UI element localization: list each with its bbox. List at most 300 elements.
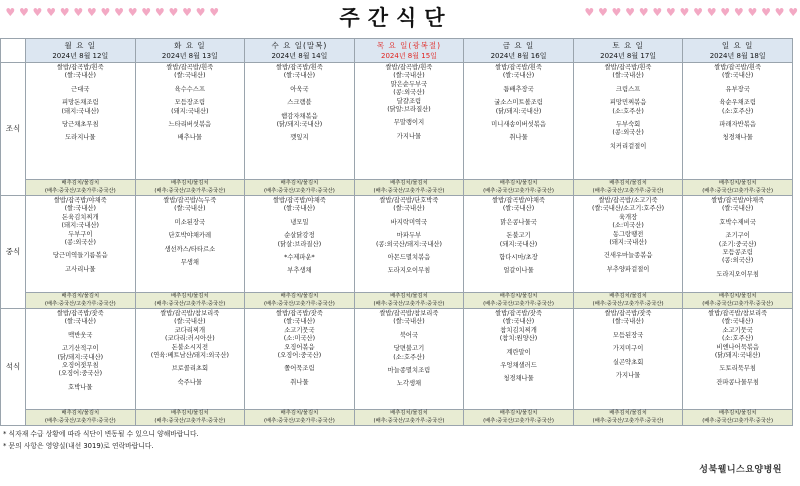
menu-item: 도라지오이무침: [716, 270, 759, 278]
menu-item: 부추생채: [287, 267, 312, 275]
day-date: 2024년 8월 14일: [271, 51, 328, 60]
menu-item: 도라지오이무침: [387, 267, 431, 275]
menu-item: 굴소스미트볼조림: [494, 99, 543, 107]
day-name: 수 요 일(말복): [271, 40, 328, 50]
menu-item: 피망돈채조림: [62, 99, 99, 107]
kimchi-origin: (배추:중국산/고춧가루:중국산): [154, 300, 226, 307]
kimchi-origin: (배추:중국산/고춧가루:중국산): [702, 187, 774, 194]
menu-item: (연육:베트남산/돼지:외국산): [150, 352, 229, 360]
menu-item: (쌀:국내산): [393, 72, 425, 80]
menu-item: 쌀밥/잡곡밥/야채죽: [711, 197, 765, 204]
menu-item: 숙주나물: [177, 378, 203, 386]
kimchi-name: 배추김치/물김치: [499, 410, 538, 416]
menu-item: 근대국: [71, 85, 90, 93]
menu-item: 맥반웃국: [68, 331, 93, 339]
menu-item: 참치김치찌개: [500, 326, 537, 334]
day-header: [354, 39, 464, 63]
day-date: 2024년 8월 18일: [709, 51, 766, 60]
menu-item: 청경채나물: [722, 134, 753, 142]
heart-icon: ♥: [168, 6, 179, 19]
heart-icon: ♥: [182, 6, 192, 19]
heart-icon: ♥: [209, 6, 220, 19]
meal-label: 석식: [1, 309, 26, 426]
menu-item: 달걀조림: [396, 97, 422, 105]
menu-item: 비엔나어묵볶음: [716, 343, 759, 351]
heart-icon: ♥: [665, 6, 676, 19]
menu-item: (쌀:국내산): [393, 318, 425, 326]
menu-item: (돼지:국내산): [171, 107, 209, 115]
kimchi-origin: (배추:중국산/고춧가루:중국산): [592, 300, 664, 307]
menu-cell: [464, 309, 574, 410]
menu-item: 당면불고기: [393, 345, 425, 353]
menu-item: 깻잎지: [290, 134, 309, 142]
day-name: 금 요 일: [502, 40, 535, 50]
menu-item: (쌀:국내산): [721, 205, 754, 213]
menu-item: (소:미국산): [283, 335, 316, 343]
header: [0, 0, 799, 38]
heart-icon: ♥: [638, 6, 649, 19]
kimchi-row: [1, 410, 793, 426]
note-contact: * 문의 사항은 영양실(내선 3019)로 연락바랍니다.: [3, 442, 154, 450]
menu-item: 미니새송이버섯볶음: [491, 121, 546, 129]
menu-item: 맑은순두부국: [390, 80, 428, 88]
meal-row: [1, 63, 793, 180]
kimchi-origin: (배추:중국산/고춧가루:중국산): [373, 417, 445, 424]
menu-item: 모듬된장국: [612, 331, 644, 339]
heart-icon: ♥: [195, 6, 206, 19]
menu-item: (쌀:국내산): [283, 318, 316, 326]
kimchi-origin: (배추:중국산/고춧가루:중국산): [44, 300, 116, 307]
menu-item: (돼지:국내산): [61, 107, 99, 115]
kimchi-cell: [354, 410, 464, 426]
day-date: 2024년 8월 13일: [161, 51, 218, 60]
menu-item: (참치:원양산): [499, 335, 538, 343]
menu-item: 도라지나물: [65, 134, 96, 142]
kimchi-name: 배추김치/물김치: [61, 410, 100, 416]
kimchi-origin: (배추:중국산/고춧가루:중국산): [44, 187, 116, 194]
menu-item: (코다리:러시아산): [165, 335, 215, 343]
kimchi-cell: [354, 293, 464, 309]
heart-icon: ♥: [788, 6, 799, 19]
heart-icon: ♥: [774, 6, 785, 19]
kimchi-name: 배추김치/물김치: [171, 410, 209, 416]
heart-icon: ♥: [59, 6, 70, 19]
kimchi-origin: (배추:중국산/고춧가루:중국산): [263, 300, 335, 307]
menu-item: (쌀:국내산): [721, 318, 754, 326]
menu-item: 함다시마/초장: [499, 254, 538, 262]
menu-item: 취나물: [290, 378, 309, 386]
menu-item: 돈육김치찌개: [62, 213, 99, 221]
kimchi-name: 배추김치/물김치: [390, 410, 428, 416]
menu-item: (돼지:국내산): [499, 240, 538, 248]
kimchi-origin: (배추:중국산/고춧가루:중국산): [702, 300, 774, 307]
heart-icon: ♥: [127, 6, 138, 19]
heart-icon: ♥: [747, 6, 758, 19]
menu-item: (쌀:국내산): [502, 72, 535, 80]
menu-item: (쌀:국내산): [174, 205, 206, 213]
menu-item: 쌀밥/잡곡밥/소고기죽: [598, 197, 658, 204]
heart-icon: ♥: [679, 6, 690, 19]
menu-cell: [683, 196, 793, 293]
menu-item: (쌀:국내산): [721, 72, 754, 80]
menu-cell: [26, 196, 136, 293]
menu-item: 잔파콩나물무침: [716, 378, 759, 386]
menu-item: 육수수스프: [174, 85, 206, 93]
menu-item: (소:호주산): [612, 107, 644, 115]
kimchi-origin: (배추:중국산/고춧가루:중국산): [154, 187, 226, 194]
menu-item: (오징어:중국산): [58, 370, 103, 378]
menu-item: 쌀밥/잡곡밥/흰죽: [166, 64, 214, 71]
menu-item: (쌀:국내산): [502, 318, 535, 326]
heart-icon: ♥: [86, 6, 97, 19]
kimchi-cell: [573, 180, 683, 196]
menu-item: 무생채: [180, 259, 199, 267]
kimchi-origin: (배추:중국산/고춧가루:중국산): [483, 187, 554, 194]
menu-item: 맑은콩나물국: [500, 218, 537, 226]
menu-item: 조기구이: [725, 232, 750, 240]
notes: [3, 428, 199, 452]
kimchi-name: 배추김치/물김치: [171, 180, 209, 186]
menu-item: 바지락미역국: [390, 218, 428, 226]
menu-item: (조기:중국산): [718, 240, 757, 248]
menu-item: 무말랭이지: [393, 119, 425, 127]
menu-item: 두부구이: [68, 230, 93, 238]
menu-cell: [354, 63, 464, 180]
menu-cell: [26, 309, 136, 410]
menu-item: 치커리겉절이: [609, 142, 647, 150]
kimchi-origin: (배추:중국산/고춧가루:중국산): [263, 417, 335, 424]
menu-item: 모듬콩조림: [722, 249, 753, 257]
menu-item: 유부장국: [725, 85, 750, 93]
menu-item: 계란말이: [506, 348, 531, 356]
menu-item: 냉모밀: [290, 218, 309, 226]
meal-row: [1, 196, 793, 293]
menu-item: 마파두부: [396, 232, 422, 240]
kimchi-cell: [683, 180, 793, 196]
menu-item: 얼갈이나물: [503, 267, 534, 275]
menu-item: (콩:외국산): [612, 129, 644, 137]
kimchi-name: 배추김치/물김치: [61, 293, 100, 299]
menu-item: 쌀밥/잡곡밥/참보리죽: [708, 310, 768, 317]
menu-item: 쌀밥/잡곡밥/잣죽: [495, 310, 542, 317]
menu-item: 쌀밥/잡곡밥/잣죽: [275, 310, 323, 317]
menu-item: (콩:외국산): [393, 89, 425, 97]
menu-item: 생선까스/타타르소: [164, 245, 216, 253]
kimchi-name: 배추김치/물김치: [280, 410, 319, 416]
heart-icon: ♥: [18, 6, 29, 19]
menu-item: 쌀밥/잡곡밥/야채죽: [492, 197, 545, 204]
kimchi-name: 배추김치/물김치: [390, 293, 428, 299]
menu-item: 쌀밥/잡곡밥/야채죽: [272, 197, 326, 204]
menu-item: 쫄어묵조림: [284, 365, 315, 373]
meal-row: [1, 309, 793, 410]
menu-item: 단호박야채카레: [168, 232, 212, 240]
menu-item: 쌀밥/잡곡밥/단호박죽: [379, 197, 439, 204]
menu-item: 호박수제비국: [719, 218, 756, 226]
menu-item: 육순우채조림: [719, 99, 756, 107]
day-header: [26, 39, 136, 63]
menu-item: 호박나물: [68, 383, 93, 391]
heart-icon: ♥: [706, 6, 717, 19]
kimchi-name: 배추김치/물김치: [609, 180, 647, 186]
menu-item: (소:미국산): [612, 222, 644, 230]
menu-cell: [245, 196, 355, 293]
menu-item: 소고기뭇국: [284, 326, 315, 334]
menu-item: 배추나물: [177, 134, 203, 142]
menu-item: 북어국: [399, 331, 419, 339]
kimchi-cell: [245, 180, 355, 196]
menu-item: (콩:외국산/돼지:국내산): [375, 240, 442, 248]
menu-item: 노각생채: [396, 380, 422, 388]
menu-item: 쌀밥/잡곡밥/흰죽: [714, 64, 762, 71]
menu-item: 쌀밥/잡곡밥/잣죽: [56, 310, 104, 317]
menu-item: (닭알:브라질산): [387, 106, 431, 114]
heart-icon: ♥: [46, 6, 57, 19]
kimchi-cell: [135, 293, 245, 309]
day-date: 2024년 8월 15일: [381, 51, 437, 60]
menu-cell: [354, 309, 464, 410]
menu-item: (쌀:국내산): [174, 318, 206, 326]
heart-icon: ♥: [693, 6, 703, 19]
menu-item: (쌀:국내산): [612, 318, 644, 326]
menu-item: *수제파운*: [284, 254, 315, 262]
menu-cell: [683, 63, 793, 180]
kimchi-origin: (배추:중국산/고춧가루:중국산): [483, 417, 554, 424]
menu-item: (쌀:국내산): [283, 72, 316, 80]
menu-cell: [464, 196, 574, 293]
day-header: [683, 39, 793, 63]
kimchi-name: 배추김치/물김치: [280, 180, 319, 186]
menu-item: 육개장: [618, 213, 638, 221]
menu-item: (돼지:국내산): [609, 239, 647, 247]
heart-icon: ♥: [761, 6, 771, 19]
day-header-row: [1, 39, 793, 63]
heart-icon: ♥: [100, 6, 111, 19]
kimchi-name: 배추김치/물김치: [718, 180, 757, 186]
heart-icon: ♥: [5, 6, 16, 19]
menu-item: 오징어젓무침: [62, 362, 99, 370]
menu-item: 건새우마늘종볶음: [603, 252, 653, 260]
menu-item: 쌀밥/잡곡밥/야채죽: [53, 197, 107, 204]
kimchi-name: 배추김치/물김치: [718, 293, 757, 299]
kimchi-origin: (배추:중국산/고춧가루:중국산): [44, 417, 116, 424]
heart-icon: ♥: [73, 6, 84, 19]
menu-item: (쌀:국내산): [283, 205, 316, 213]
menu-item: 부추양파겉절이: [606, 265, 650, 273]
menu-item: 브로콜리초회: [171, 365, 209, 373]
menu-item: 쌀밥/잡곡밥/흰죽: [604, 64, 652, 71]
menu-item: 코다리찌개: [174, 326, 206, 334]
kimchi-cell: [573, 293, 683, 309]
menu-cell: [135, 63, 245, 180]
meal-label: 조식: [1, 63, 26, 196]
kimchi-name: 배추김치/물김치: [280, 293, 319, 299]
menu-item: 모듬장조림: [174, 99, 206, 107]
menu-item: (소:호주산): [721, 335, 754, 343]
menu-cell: [573, 63, 683, 180]
menu-item: 쌀밥/잡곡밥/흰죽: [56, 64, 104, 71]
kimchi-origin: (배추:중국산/고춧가루:중국산): [592, 417, 664, 424]
menu-item: 실곤약초회: [612, 358, 644, 366]
kimchi-name: 배추김치/물김치: [499, 293, 538, 299]
menu-item: (쌀:국내산): [64, 318, 96, 326]
menu-item: 청경채나물: [503, 375, 534, 383]
day-date: 2024년 8월 17일: [600, 51, 657, 60]
menu-item: 당근미역들기름볶음: [52, 252, 108, 260]
menu-item: 쌀밥/잡곡밥/참보리죽: [379, 310, 439, 317]
heart-border-right: [583, 6, 800, 20]
menu-item: 쌀밥/잡곡밥/참보리죽: [160, 310, 220, 317]
menu-item: 취나물: [509, 134, 528, 142]
heart-icon: ♥: [141, 6, 152, 19]
menu-item: (쌀:국내산): [393, 205, 425, 213]
kimchi-row: [1, 180, 793, 196]
meal-label: 중식: [1, 196, 26, 309]
menu-item: (오징어:중국산): [277, 352, 322, 360]
menu-item: 아욱국: [290, 85, 309, 93]
heart-icon: ♥: [154, 6, 165, 19]
menu-item: (콩:외국산): [64, 239, 96, 247]
menu-item: (쌀:국내산): [174, 72, 206, 80]
menu-item: 가지미구이: [612, 345, 644, 353]
day-name: 토 요 일: [612, 40, 644, 50]
menu-item: 순살닭강정: [284, 232, 315, 240]
menu-item: 가지나물: [615, 372, 641, 380]
day-date: 2024년 8월 12일: [52, 51, 109, 60]
menu-cell: [464, 63, 574, 180]
kimchi-name: 배추김치/물김치: [609, 293, 647, 299]
menu-item: (소:호주산): [721, 107, 754, 115]
menu-item: (소:호주산): [393, 353, 425, 361]
menu-item: 마늘종멸치조림: [387, 367, 431, 375]
kimchi-origin: (배추:중국산/고춧가루:중국산): [483, 300, 554, 307]
kimchi-origin: (배추:중국산/고춧가루:중국산): [154, 417, 226, 424]
day-name: 일 요 일: [721, 40, 754, 50]
menu-item: 돈불고기: [506, 232, 531, 240]
menu-item: 동그랑땡전: [612, 230, 644, 238]
menu-item: (쌀:국내산/소고기:호주산): [592, 205, 665, 213]
menu-item: 오징어볶음: [284, 343, 315, 351]
menu-cell: [245, 63, 355, 180]
page-title: 주간식단: [339, 6, 453, 30]
menu-item: 돈불소시지전: [171, 343, 209, 351]
heart-icon: ♥: [625, 6, 636, 19]
heart-icon: ♥: [652, 6, 663, 19]
day-header: [245, 39, 355, 63]
menu-item: 두부숙회: [615, 121, 641, 129]
kimchi-origin: (배추:중국산/고춧가루:중국산): [373, 187, 445, 194]
heart-icon: ♥: [611, 6, 622, 19]
kimchi-cell: [464, 293, 574, 309]
day-header: [464, 39, 574, 63]
day-date: 2024년 8월 16일: [490, 51, 547, 60]
menu-item: (돼지:국내산): [61, 222, 99, 230]
heart-icon: ♥: [720, 6, 731, 19]
menu-item: (쌀:국내산): [612, 72, 644, 80]
kimchi-cell: [26, 410, 136, 426]
menu-cell: [26, 63, 136, 180]
menu-item: 쌀밥/잡곡밥/흰죽: [275, 64, 323, 71]
heart-icon: ♥: [733, 6, 744, 19]
kimchi-cell: [354, 180, 464, 196]
kimchi-name: 배추김치/물김치: [61, 180, 100, 186]
heart-icon: ♥: [32, 6, 43, 19]
kimchi-origin: (배추:중국산/고춧가루:중국산): [263, 187, 335, 194]
menu-item: 고기산적구이: [62, 345, 99, 353]
menu-item: 틈배추장국: [503, 85, 534, 93]
kimchi-cell: [464, 180, 574, 196]
day-header: [135, 39, 245, 63]
kimchi-cell: [135, 180, 245, 196]
menu-item: 가지나물: [396, 132, 422, 140]
kimchi-name: 배추김치/물김치: [390, 180, 428, 186]
menu-item: 쌀밥/잡곡밥/흰죽: [495, 64, 542, 71]
menu-item: (닭살:브라질산): [277, 240, 322, 248]
kimchi-cell: [464, 410, 574, 426]
kimchi-cell: [245, 293, 355, 309]
menu-item: 우엉채샐러드: [500, 362, 537, 370]
kimchi-origin: (배추:중국산/고춧가루:중국산): [373, 300, 445, 307]
menu-item: 당근채초무침: [62, 121, 99, 129]
heart-icon: ♥: [114, 6, 124, 19]
day-header: [573, 39, 683, 63]
menu-cell: [245, 309, 355, 410]
kimchi-cell: [245, 410, 355, 426]
menu-item: 아몬드멸치볶음: [387, 254, 431, 262]
kimchi-cell: [26, 180, 136, 196]
menu-item: (닭/돼지:국내산): [57, 353, 104, 361]
kimchi-name: 배추김치/물김치: [171, 293, 209, 299]
heart-icon: ♥: [597, 6, 608, 19]
kimchi-cell: [26, 293, 136, 309]
hospital-name: 성북웰니스요양병원: [699, 465, 782, 475]
menu-item: (콩:외국산): [721, 257, 754, 265]
menu-item: (쌀:국내산): [64, 72, 96, 80]
menu-item: 소고기뭇국: [722, 326, 753, 334]
kimchi-name: 배추김치/물김치: [718, 410, 757, 416]
corner-cell: [1, 39, 26, 63]
menu-item: (닭/돼지:국내산): [495, 107, 542, 115]
menu-item: 피망민찌볶음: [609, 99, 647, 107]
kimchi-cell: [683, 293, 793, 309]
heart-icon: ♥: [584, 6, 595, 19]
menu-cell: [354, 196, 464, 293]
kimchi-cell: [135, 410, 245, 426]
menu-cell: [683, 309, 793, 410]
kimchi-cell: [573, 410, 683, 426]
menu-cell: [573, 309, 683, 410]
menu-item: 쌀밥/잡곡밥/흰죽: [385, 64, 433, 71]
menu-item: 크림스프: [615, 85, 641, 93]
menu-cell: [573, 196, 683, 293]
menu-item: (닭/돼지:국내산): [714, 352, 761, 360]
menu-item: 느타리버섯볶음: [168, 121, 212, 129]
note-supply: * 식자재 수급 상황에 따라 식단이 변동될 수 있으니 양해바랍니다.: [3, 430, 199, 438]
menu-item: 도토리묵무침: [719, 365, 756, 373]
menu-item: 스크램블: [287, 99, 312, 107]
menu-item: 미소된장국: [174, 218, 206, 226]
menu-item: 햄감자채볶음: [281, 112, 318, 120]
menu-item: (닭/돼지:국내산): [276, 121, 323, 129]
menu-cell: [135, 196, 245, 293]
menu-item: (쌀:국내산): [64, 205, 96, 213]
kimchi-origin: (배추:중국산/고춧가루:중국산): [702, 417, 774, 424]
menu-item: 쌀밥/잡곡밥/녹두죽: [163, 197, 217, 204]
kimchi-name: 배추김치/물김치: [499, 180, 538, 186]
kimchi-name: 배추김치/물김치: [609, 410, 647, 416]
day-name: 목 요 일(광복절): [376, 40, 442, 50]
menu-item: 고사리나물: [65, 265, 96, 273]
